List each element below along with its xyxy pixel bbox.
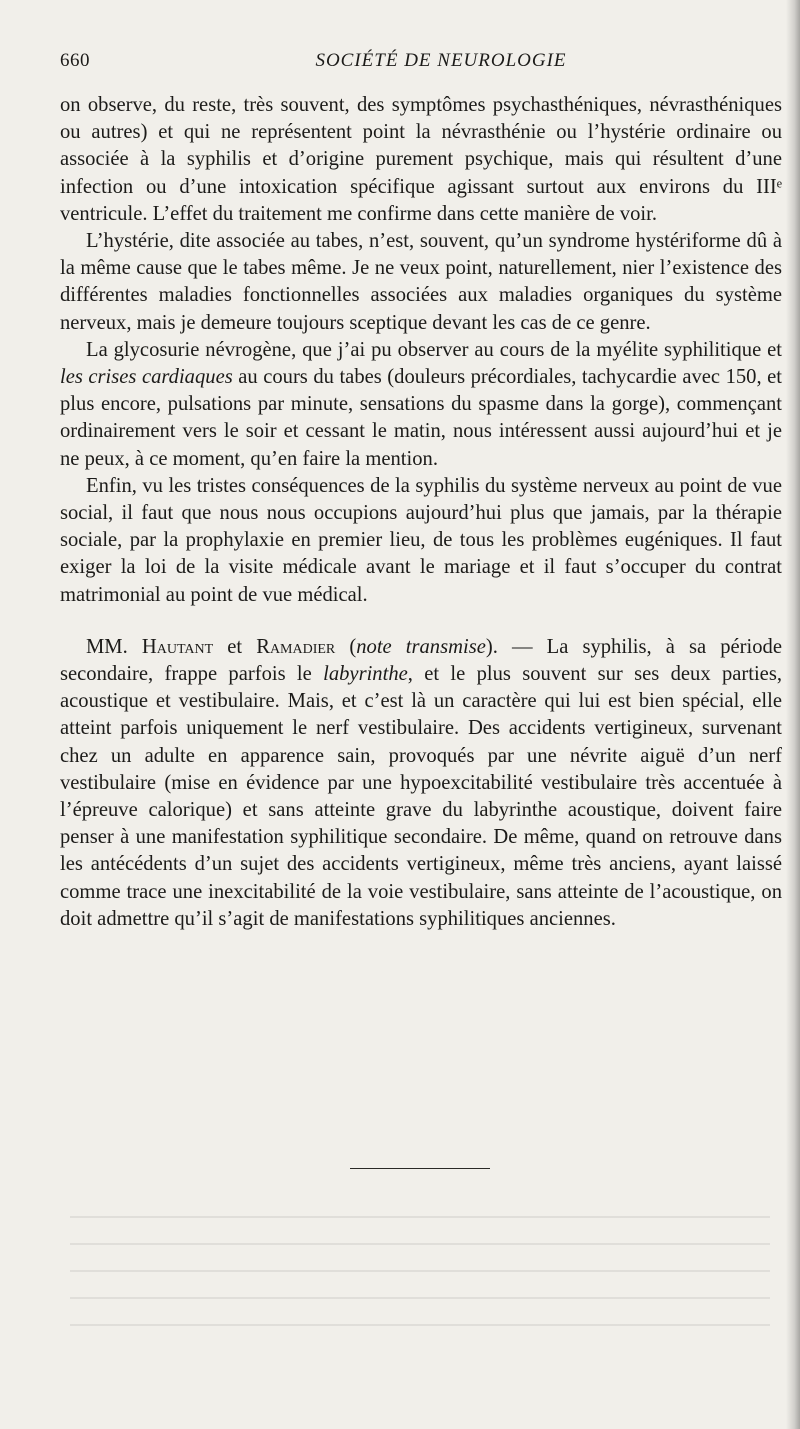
page-edge-shadow (786, 0, 800, 1429)
show-through-texture (70, 1200, 770, 1350)
paragraph-5-and: et (213, 635, 257, 658)
paragraph-1: on observe, du reste, très souvent, des symptômes psychasthéniques, névrasthéniques ou autres) et qui ne représentent point la névrasthénie ou l’hystérie ordinaire ou associée à la syphilis et d’origine purement psychique, mais qui résultent d’une infection ou d’une intoxication spécifique agissant surtout aux environs du IIIᵉ ventricule. L’effet du traitement me confirme dans cette manière de voir. (60, 94, 782, 225)
paragraph-2: L’hystérie, dite associée au tabes, n’est, souvent, qu’un syndrome hystériforme dû à la même cause que le tabes même. Je ne veux point, naturellement, nier l’existence des différentes maladies fonctionnelles associées aux maladies organiques du système nerveux, mais je demeure toujours sceptique devant les cas de ce genre. (60, 230, 782, 334)
running-title: SOCIÉTÉ DE NEUROLOGIE (315, 50, 567, 71)
author-ramadier: Ramadier (256, 635, 336, 658)
paragraph-3-italic: les crises cardiaques (60, 366, 233, 389)
paragraph-3 (60, 337, 782, 473)
paragraph-5: MM. Hautant et Ramadier (note transmise). — La syphilis, à sa période secondaire, frappe parfois le labyrinthe, et le plus souvent sur ses deux parties, acoustique et vestibulaire. Mais, et c’est là un caractère qui lui est bien spécial, elle atteint parfois uniquement le nerf vestibulaire. Des accidents vertigineux, survenant chez un adulte en apparence sain, provoqués par une névrite aiguë d’un nerf vestibulaire (mise en évidence par une hypoexcitabilité vestibulaire très accentuée à l’épreuve calorique) et sans atteinte grave du labyrinthe acoustique, doivent faire penser à une manifestation syphilitique secondaire. De même, quand on retrouve dans les antécédents d’un sujet des accidents vertigineux, même très anciens, ayant laissé comme trace une inexcitabilité de la voie vestibulaire, sans atteinte de l’acoustique, on doit admettre qu’il s’agit de manifestations syphilitiques anciennes. (60, 635, 782, 930)
body-text (60, 92, 782, 933)
labyrinthe-italic: labyrinthe (323, 663, 408, 686)
paragraph-5-text-b: , et le plus souvent sur ses deux parties, acoustique et vestibulaire. Mais, et c’est là un caractère qui lui est bien spécial, elle atteint parfois uniquement le nerf vestibulaire. Des accidents vertigineux, survenant chez un adulte en apparence sain, provoqués par une névrite aiguë d’un nerf vestibulaire (mise en évidence par une hypoexcitabilité vestibulaire très accentuée à l’épreuve calorique) et sans atteinte grave du labyrinthe acoustique, doivent faire penser à une manifestation syphilitique secondaire. De même, quand on retrouve dans les antécédents d’un sujet des accidents vertigineux, même très anciens, ayant laissé comme trace une inexcitabilité de la voie vestibulaire, sans atteinte de l’acoustique, on doit admettre qu’il s’agit de manifestations syphilitiques anciennes. (60, 663, 782, 930)
page-number: 660 (60, 50, 90, 71)
paragraph-3-text-b: au cours du tabes (douleurs précordiales, tachycardie avec 150, et plus encore, pulsations par minute, sensations du spasme dans la gorge), commençant ordinairement vers le soir et cessant le matin, nous intéressent aussi aujourd’hui et je ne peux, à ce moment, qu’en faire la mention. (60, 366, 782, 470)
page-header (60, 50, 782, 80)
paragraph-3-text-a: La glycosurie névrogène, que j’ai pu observer au cours de la myélite syphilitique et (86, 338, 782, 361)
note-transmise: note transmise (356, 635, 486, 658)
paragraph-5-text-a: ). — La syphilis, à sa période secondaire, frappe parfois le (60, 635, 782, 686)
author-hautant: Hautant (141, 635, 214, 658)
paragraph-5-mm: MM. (86, 635, 142, 658)
paragraph-4: Enfin, vu les tristes conséquences de la syphilis du système nerveux au point de vue social, il faut que nous nous occupions aujourd’hui plus que jamais, par la thérapie sociale, par la prophylaxie en premier lieu, de tous les problèmes eugéniques. Il faut exiger la loi de la visite médicale avant le mariage et il faut s’occuper du contrat matrimonial au point de vue médical. (60, 474, 782, 606)
section-divider-rule (350, 1168, 490, 1169)
